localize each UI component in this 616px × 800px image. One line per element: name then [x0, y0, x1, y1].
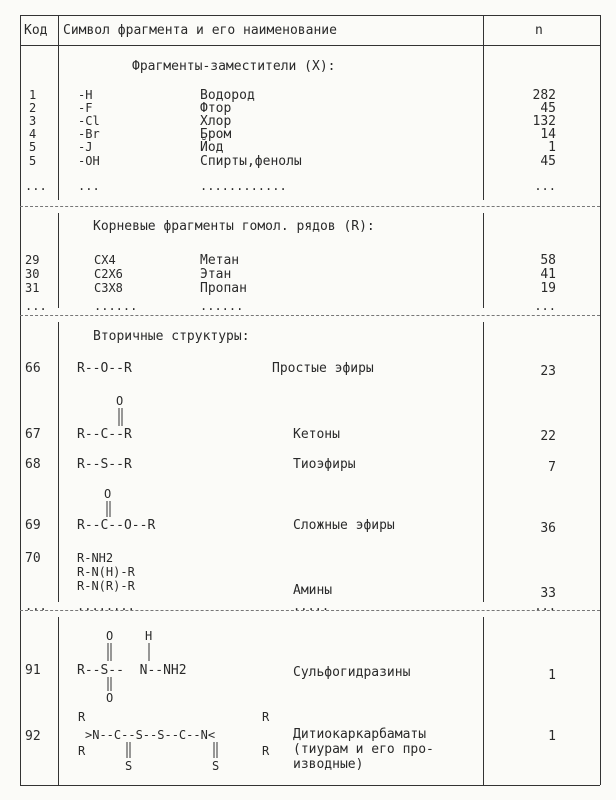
row-code: 68: [25, 457, 41, 472]
row-code: 31: [25, 281, 40, 295]
section-title: Вторичные структуры:: [93, 329, 250, 344]
double-bond: [104, 501, 114, 519]
row-n: 22: [540, 429, 556, 444]
row-formula: R--S-- N--NH2: [77, 663, 187, 678]
row-code: 3: [29, 114, 37, 128]
row-name: Йод: [200, 140, 224, 155]
row-code: 70: [25, 551, 41, 566]
hydrazine-hydrogen: H: [145, 629, 153, 643]
row-n: 282: [532, 88, 556, 103]
row-code: 92: [25, 729, 41, 744]
row-name: Метан: [200, 253, 240, 268]
row-name: ............: [200, 179, 287, 193]
row-name: Амины: [293, 583, 333, 598]
row-symbol: -J: [78, 140, 93, 154]
row-n: ...: [534, 599, 556, 613]
row-name: Кетоны: [293, 427, 340, 442]
r-substituent: R: [78, 710, 86, 724]
row-n: ...: [534, 179, 556, 193]
row-symbol: C3X8: [94, 281, 123, 295]
table-left-border: [20, 15, 21, 785]
row-formula: R--C--O--R: [77, 518, 156, 533]
row-code: ...: [25, 179, 47, 193]
row-name-line: Дитиокаркарбаматы: [293, 727, 427, 742]
sulfonyl-oxygen-bottom: O: [106, 691, 114, 705]
row-name: Тиоэфиры: [293, 457, 356, 472]
row-n: 1: [548, 668, 556, 683]
row-name: Бром: [200, 127, 232, 142]
row-n: 36: [540, 521, 556, 536]
row-name-line: (тиурам и его про-: [293, 742, 434, 757]
col-sep-code: [58, 15, 59, 200]
amine-formula-line: R-N(H)-R: [77, 565, 135, 579]
row-name: Сложные эфиры: [293, 518, 395, 533]
col-sep-n: [483, 322, 484, 602]
row-n: ...: [534, 299, 556, 313]
r-substituent: R: [78, 744, 86, 758]
row-formula: >N--C--S--S--C--N<: [85, 728, 216, 742]
row-formula: R--S--R: [77, 457, 132, 472]
row-n: 1: [548, 140, 556, 155]
row-code: 4: [29, 127, 37, 141]
sulfonyl-oxygen-top: O: [106, 629, 114, 643]
row-n: 14: [540, 127, 556, 142]
row-name: ......: [200, 299, 244, 313]
table-right-border: [600, 15, 601, 785]
row-symbol: ......: [94, 299, 138, 313]
thione-sulfur: S: [212, 759, 220, 773]
col-sep-code: [58, 213, 59, 308]
header-code: Код: [24, 23, 48, 38]
header-symbol: Символ фрагмента и его наименование: [63, 23, 337, 38]
row-symbol: CX4: [94, 253, 116, 267]
section-divider: [20, 206, 600, 207]
table-header-border: [20, 45, 600, 46]
thione-sulfur: S: [125, 759, 133, 773]
row-n: 23: [540, 364, 556, 379]
row-symbol: -H: [78, 88, 93, 102]
row-name: Пропан: [200, 281, 247, 296]
section-divider: [20, 315, 600, 316]
row-code: 69: [25, 518, 41, 533]
row-name: Спирты,фенолы: [200, 154, 302, 169]
row-symbol: C2X6: [94, 267, 123, 281]
row-name: Фтор: [200, 101, 232, 116]
amine-formula-line: R-NH2: [77, 551, 114, 565]
row-formula: R--C--R: [77, 427, 132, 442]
row-code: 2: [29, 101, 37, 115]
row-n: 45: [540, 101, 556, 116]
table-bottom-border: [20, 785, 600, 786]
row-n: 58: [540, 253, 556, 268]
row-name: Простые эфиры: [272, 361, 374, 376]
row-symbol: -Cl: [78, 114, 100, 128]
col-sep-n: [483, 15, 484, 200]
row-code: 5: [29, 140, 37, 154]
amine-formula-line: R-N(R)-R: [77, 579, 135, 593]
row-name: .....: [293, 599, 330, 613]
row-name: Сульфогидразины: [293, 665, 411, 680]
row-code: 66: [25, 361, 41, 376]
row-symbol: -OH: [78, 154, 100, 168]
row-n: 132: [532, 114, 556, 129]
row-n: 7: [548, 460, 556, 475]
col-sep-code: [58, 322, 59, 602]
row-name-line: изводные): [293, 757, 364, 772]
row-code: ...: [25, 299, 47, 313]
row-symbol: -Br: [78, 127, 100, 141]
carbonyl-oxygen: O: [116, 394, 124, 408]
row-n: 19: [540, 281, 556, 296]
row-code: 1: [29, 88, 37, 102]
row-n: 41: [540, 267, 556, 282]
carbonyl-oxygen: O: [104, 487, 112, 501]
r-substituent: R: [262, 710, 270, 724]
row-n: 1: [548, 729, 556, 744]
row-code: 29: [25, 253, 40, 267]
section-title: Корневые фрагменты гомол. рядов (R):: [93, 219, 375, 234]
header-n: n: [535, 23, 543, 38]
col-sep-n: [483, 617, 484, 785]
row-symbol: ...: [78, 179, 100, 193]
row-code: ...: [25, 599, 47, 613]
col-sep-n: [483, 213, 484, 308]
row-name: Этан: [200, 267, 232, 282]
section-title: Фрагменты-заместители (X):: [132, 59, 336, 74]
row-code: 5: [29, 154, 37, 168]
row-code: 67: [25, 427, 41, 442]
row-code: 91: [25, 663, 41, 678]
row-symbol: -F: [78, 101, 93, 115]
table-top-border: [20, 15, 600, 16]
double-bond: [116, 408, 126, 428]
row-name: Водород: [200, 88, 255, 103]
r-substituent: R: [262, 744, 270, 758]
row-n: 33: [540, 586, 556, 601]
row-n: 45: [540, 154, 556, 169]
row-symbol: ........: [77, 599, 135, 613]
col-sep-code: [58, 617, 59, 785]
row-formula: R--O--R: [77, 361, 132, 376]
row-code: 30: [25, 267, 40, 281]
row-name: Хлор: [200, 114, 232, 129]
